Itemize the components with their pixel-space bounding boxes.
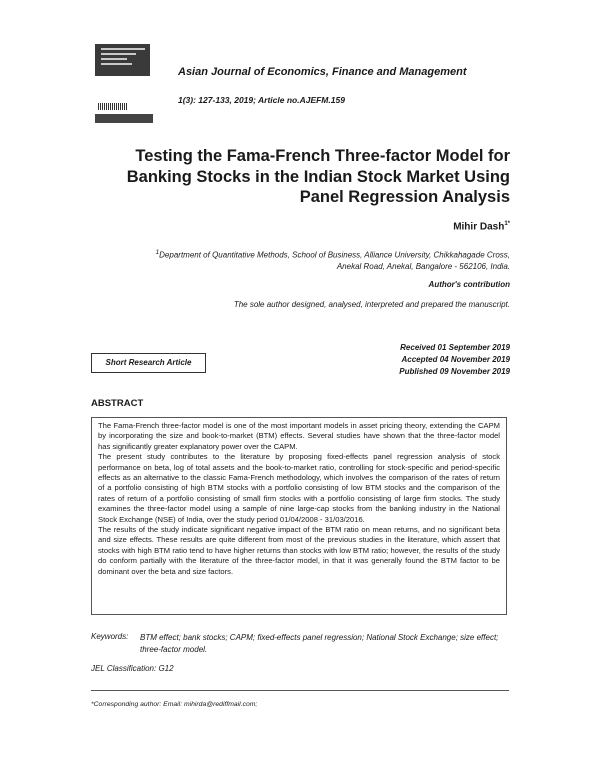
abstract-paragraph: The Fama-French three-factor model is one of the most important models in asset pricing theory, extending the CAPM by incorporating the size and book-to-market (BTM) effects. Several studies have shown that the three-factor model has significantly greater explanatory power over the CAPM. <box>98 421 500 451</box>
title-line: Panel Regression Analysis <box>299 188 510 206</box>
journal-name: Asian Journal of Economics, Finance and Management <box>178 66 467 78</box>
affiliation-mark: 1 <box>155 249 160 256</box>
article-type-badge: Short Research Article <box>91 353 206 373</box>
keywords-label: Keywords: <box>91 632 129 641</box>
contribution-heading: Author's contribution <box>428 280 510 289</box>
corresponding-author: *Corresponding author: Email: mihirda@rediffmail.com; <box>91 701 258 708</box>
affiliation-line: Anekal Road, Anekal, Bangalore - 562106, India. <box>336 262 510 272</box>
footnote-divider <box>91 690 509 691</box>
author <box>453 221 510 232</box>
accepted-date: Accepted 04 November 2019 <box>401 355 510 364</box>
affiliation-line: Department of Quantitative Methods, School of Business, Alliance University, Chikkahagade Cross, <box>159 250 510 260</box>
author-name: Mihir Dash <box>453 221 505 233</box>
author-marks: 1* <box>504 221 510 227</box>
paper-title <box>90 146 510 208</box>
received-date: Received 01 September 2019 <box>400 343 510 352</box>
title-line: Banking Stocks in the Indian Stock Market Using <box>126 167 510 186</box>
abstract-paragraph: The results of the study indicate significant negative impact of the BTM ratio on mean returns, and no significant beta and size effects. These results are quite different from most of the previous studies in the literature, which assert that stocks with high BTM ratio tend to have higher returns than stocks with low BTM ratio; however, the results of the study do conform partially with the literature of the three-factor model, in that it was generally found the BTM factor to be dominant over the beta and size factors. <box>98 525 500 576</box>
abstract-box <box>91 417 507 615</box>
title-line: Testing the Fama-French Three-factor Model for <box>135 147 510 165</box>
jel-classification: JEL Classification: G12 <box>91 664 174 673</box>
journal-logo-strip <box>95 114 153 123</box>
journal-issue: 1(3): 127-133, 2019; Article no.AJEFM.159 <box>178 95 345 105</box>
published-date: Published 09 November 2019 <box>399 367 510 376</box>
affiliation <box>90 247 510 273</box>
keywords-text: BTM effect; bank stocks; CAPM; fixed-effects panel regression; National Stock Exchange; size effect; three-factor model. <box>140 633 499 654</box>
abstract-heading: ABSTRACT <box>91 398 144 409</box>
journal-cover-text <box>101 48 145 68</box>
article-dates <box>399 342 510 378</box>
barcode <box>98 103 128 110</box>
contribution-text: The sole author designed, analysed, interpreted and prepared the manuscript. <box>233 300 510 309</box>
abstract-paragraph: The present study contributes to the literature by proposing fixed-effects panel regression analysis of stock performance on beta, log of total assets and the book-to-market ratio, controlling for stock-specific and period-specific effects as an alternative to the classic Fama-French methodology, which involves the comparison of the rates of return of a portfolio consisting of high BTM stocks with a portfolio consisting of low BTM stocks and the comparison of the rates of return of a portfolio consisting of small firm stocks with a portfolio consisting of large firm stocks. The study examines the three-factor model using a sample of nine large-cap stocks from the banking industry in the National Stock Exchange (NSE) of India, over the study period 01/04/2008 - 31/03/2016. <box>98 452 500 524</box>
